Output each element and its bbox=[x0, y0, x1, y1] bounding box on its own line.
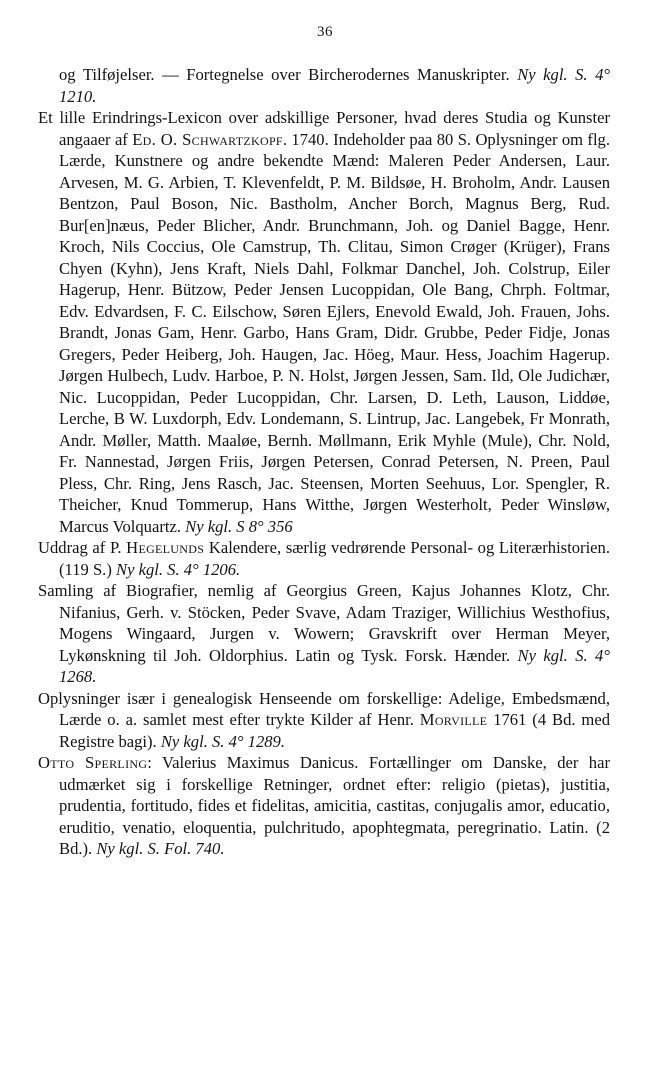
catalogue-entry bbox=[38, 64, 610, 107]
author-name: Otto Sperling bbox=[38, 753, 148, 772]
shelfmark: Ny kgl. S. 4° 1268. bbox=[59, 645, 610, 686]
entry-text: : Valerius Maximus Danicus. Fortællinger om Danske, der har udmærket sig i forskellige Retninger, ordnet efter: religio (pietas), justitia, prudentia, fortitudo, fides et fidelitas, amicitia, castitas, conjugalis amor, educatio, eruditio, venatio, eloquentia, pulchritudo, apophtegmata, peregrinatio. Latin. (2 Bd.). bbox=[59, 753, 610, 858]
catalogue-entry bbox=[38, 537, 610, 580]
entry-text: og Tilføjelser. — Fortegnelse over Bircherodernes Manuskripter. bbox=[59, 65, 518, 84]
entry-text: . 1740. Indeholder paa 80 S. Oplysninger om flg. Lærde, Kunstnere og andre bekendte Mænd: Maleren Peder Andersen, Laur. Arvesen, M. G. Arbien, T. Klevenfeldt, P. M. Bildsøe, H. Broholm, Andr. Lausen Bentzon, Paul Boson, Nic. Bastholm, Ancher Borch, Magnus Berg, Rud. Bur[en]næus, Peder Blicher, Andr. Brunchmann, Joh. og Daniel Bagge, Henr. Kroch, Nils Coccius, Ole Camstrup, Th. Clitau, Simon Crøger (Krüger), Frans Chyen (Kyhn), Jens Kraft, Niels Dahl, Folkmar Danchel, Joh. Colstrup, Eiler Hagerup, Henr. Bützow, Peder Jensen Lucoppidan, Ole Bang, Chrph. Foltmar, Edv. Edvardsen, F. C. Eilschow, Søren Ejlers, Enevold Ewald, Joh. Frauen, Johs. Brandt, Jonas Gam, Henr. Garbo, Hans Gram, Didr. Grubbe, Peder Fidje, Jonas Gregers, Peder Heiberg, Joh. Haugen, Jac. Höeg, Maur. Hess, Joachim Hagerup. Jørgen Hulbech, Ludv. Harboe, P. N. Holst, Jørgen Jessen, Sam. Ild, Ole Judichær, Nic. Lucoppidan, Peder Lucoppidan, Chr. Larsen, D. Leth, Lauson, Liddøe, Lerche, B W. Luxdorph, Edv. Londemann, S. Lintrup, Jac. Langebek, Fr Monrath, Andr. Møller, Matth. Maaløe, Bernh. Møllmann, Erik Myhle (Mule), Chr. Nold, Fr. Nannestad, Jørgen Friis, Jørgen Petersen, Conrad Petersen, N. Preen, Paul Pless, Chr. Ring, Jens Rasch, Jac. Steensen, Morten Seehuus, Lor. Spengler, R. Theicher, Knud Tommerup, Hans Witthe, Jørgen Westerholt, Peder Winsløw, Marcus Volquartz. bbox=[59, 129, 610, 536]
entry-text: Uddrag af P. bbox=[38, 538, 127, 557]
shelfmark: Ny kgl. S. 4° 1206. bbox=[116, 559, 241, 579]
catalogue-entries bbox=[38, 64, 610, 860]
catalogue-entry bbox=[38, 580, 610, 688]
shelfmark: Ny kgl. S 8° 356 bbox=[185, 516, 293, 536]
catalogue-entry bbox=[38, 752, 610, 860]
entry-text: Et lille Erindrings-Lexicon over adskillige Personer, hvad deres Studia og Kunster angaaer af bbox=[38, 108, 610, 149]
catalogue-entry bbox=[38, 107, 610, 537]
page-number: 36 bbox=[317, 24, 333, 40]
entry-text: Oplysninger især i genealogisk Henseende om forskellige: Adelige, Embedsmænd, Lærde o. a. samlet mest efter trykte Kilder af Henr. bbox=[38, 688, 610, 729]
author-name: Ed. O. Schwartzkopf bbox=[132, 129, 283, 149]
catalogue-entry bbox=[38, 688, 610, 753]
shelfmark: Ny kgl. S. 4° 1289. bbox=[160, 731, 286, 751]
shelfmark: Ny kgl. S. Fol. 740. bbox=[96, 839, 225, 858]
author-name: Hegelunds bbox=[126, 538, 205, 557]
entry-text: Samling af Biografier, nemlig af Georgius Green, Kajus Johannes Klotz, Chr. Nifanius, Gerh. v. Stöcken, Peder Svave, Adam Traziger, Willichius Westhofius, Mogens Wingaard, Jurgen v. Wowern; Gravskrift over Herman Meyer, Lykønskning til Joh. Oldorphius. Latin og Tysk. Forsk. Hænder. bbox=[38, 581, 610, 665]
author-name: Morville bbox=[419, 710, 488, 729]
entry-text: Kalendere, særlig vedrørende Personal- og Literærhistorien. (119 S.) bbox=[59, 538, 610, 579]
shelfmark: Ny kgl. S. 4° 1210. bbox=[59, 65, 610, 106]
entry-text: 1761 (4 Bd. med Registre bagi). bbox=[59, 710, 610, 751]
